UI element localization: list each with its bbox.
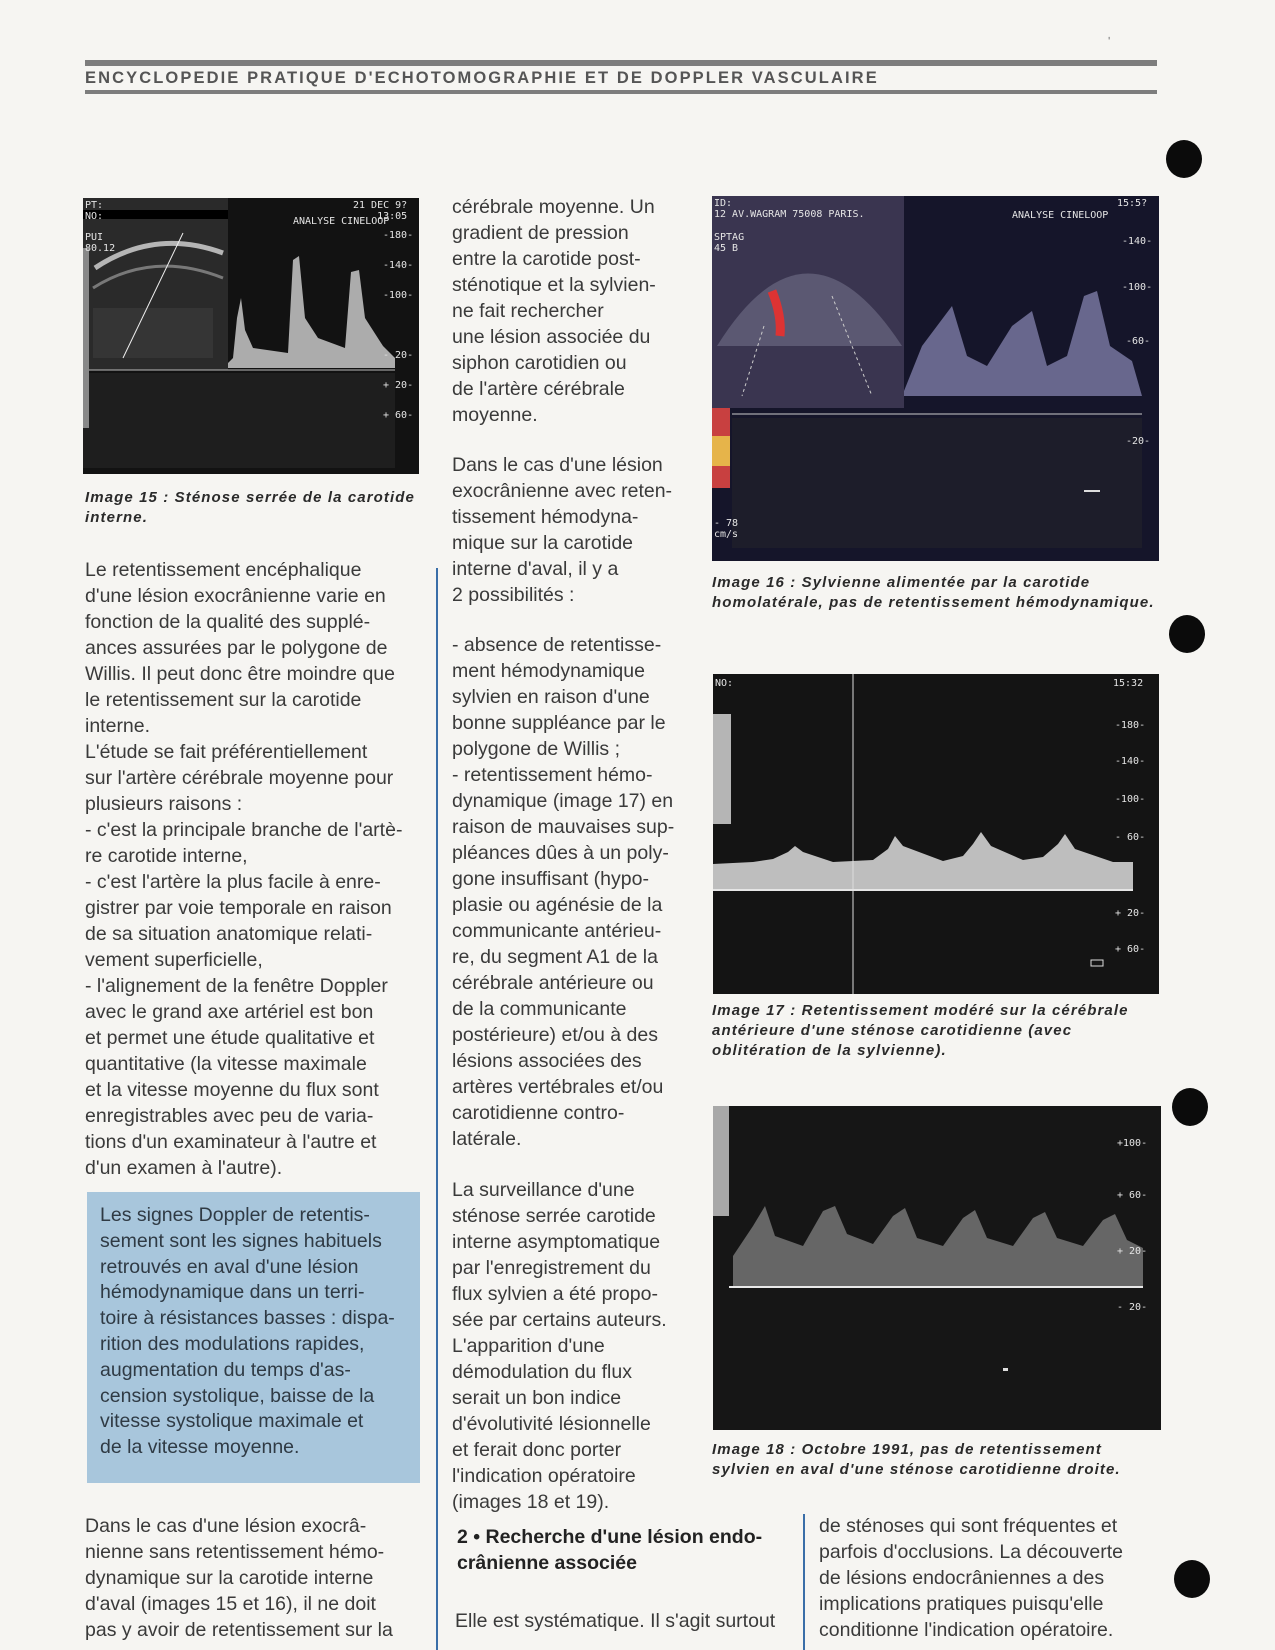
figure-16-address: ID: 12 AV.WAGRAM 75008 PARIS. [714, 198, 865, 220]
text-line: carotidienne contro- [452, 1102, 625, 1124]
text-line: polygone de Willis ; [452, 738, 620, 760]
figure-16-caption: Image 16 : Sylvienne alimentée par la carotide homolatérale, pas de retentissement hémodynamique. [712, 574, 1155, 611]
middle-column-p4 [452, 1177, 690, 1515]
text-line: gone insuffisant (hypo- [452, 868, 649, 890]
text-line: de sa situation anatomique relati- [85, 923, 373, 945]
text-line: cension systolique, baisse de la [100, 1384, 375, 1407]
punch-hole-4 [1174, 1560, 1210, 1598]
figure-17-scale-1: -180- [1115, 720, 1146, 731]
text-line: sement sont les signes habituels [100, 1229, 382, 1252]
figure-16-mode: ANALYSE CINELOOP [1012, 210, 1109, 221]
text-line: de lésions endocrâniennes a des [819, 1567, 1105, 1589]
text-line: - l'alignement de la fenêtre Doppler [85, 975, 388, 997]
corner-mark: ʹ [1108, 34, 1111, 48]
figure-17-scale-4: - 60- [1115, 832, 1146, 843]
text-line: vement superficielle, [85, 949, 263, 971]
text-line: implications pratiques puisqu'elle [819, 1593, 1104, 1615]
figure-15-date: 21 DEC 9? 13:05 [353, 200, 408, 222]
text-line: et permet une étude qualitative et [85, 1027, 375, 1049]
text-line: enregistrables avec peu de varia- [85, 1105, 374, 1127]
figure-15-scale-4: - 20- [383, 350, 414, 361]
punch-hole-3 [1172, 1088, 1208, 1126]
figure-15-patient-label: PT: NO: [85, 200, 104, 222]
text-line: rition des modulations rapides, [100, 1332, 365, 1355]
left-column-text-a [85, 557, 421, 1181]
text-line: Dans le cas d'une lésion [452, 454, 663, 476]
text-line: sur l'artère cérébrale moyenne pour [85, 767, 394, 789]
punch-hole-2 [1169, 615, 1205, 653]
section-heading-line-2: crânienne associée [457, 1552, 637, 1574]
text-line: entre la carotide post- [452, 248, 641, 270]
left-column-text-b [85, 1513, 421, 1643]
punch-hole-1 [1166, 140, 1202, 178]
text-line: - retentissement hémo- [452, 764, 653, 786]
middle-column-p1 [452, 194, 690, 428]
figure-15-caption: Image 15 : Sténose serrée de la carotide interne. [85, 489, 415, 526]
text-line: quantitative (la vitesse maximale [85, 1053, 367, 1075]
paragraph-line: Elle est systématique. Il s'agit surtout [455, 1610, 776, 1632]
text-line: et la vitesse moyenne du flux sont [85, 1079, 379, 1101]
text-line: Dans le cas d'une lésion exocrâ- [85, 1515, 367, 1537]
text-line: cérébrale antérieure ou [452, 972, 654, 994]
text-line: d'un examen à l'autre). [85, 1157, 283, 1179]
text-line: bonne suppléance par le [452, 712, 666, 734]
right-column-text [819, 1513, 1164, 1643]
doppler-signs-callout [87, 1192, 420, 1483]
text-line: plasie ou agénésie de la [452, 894, 663, 916]
figure-18-trace [713, 1106, 1161, 1430]
text-line: flux sylvien a été propo- [452, 1283, 658, 1305]
figure-15-scale-1: -180- [383, 230, 414, 241]
figure-15-power: PUI 80.12 [85, 232, 116, 254]
text-line: hémodynamique dans un terri- [100, 1281, 365, 1304]
figure-18-scale-2: + 60- [1117, 1190, 1148, 1201]
text-line: et ferait donc porter [452, 1439, 622, 1461]
text-line: sténose serrée carotide [452, 1205, 656, 1227]
text-line: communicante antérieu- [452, 920, 662, 942]
figure-15-doppler-image [83, 198, 419, 474]
text-line: cérébrale moyenne. Un [452, 196, 655, 218]
header-title: ENCYCLOPEDIE PRATIQUE D'ECHOTOMOGRAPHIE ET DE DOPPLER VASCULAIRE [85, 68, 879, 87]
text-line: - c'est l'artère la plus facile à enre- [85, 871, 381, 893]
figure-16-side: SPTAG 45 B [714, 232, 745, 254]
figure-18-scale-3: + 20- [1117, 1246, 1148, 1257]
text-line: toire à résistances basses : dispa- [100, 1307, 395, 1330]
figure-16-doppler-image [712, 196, 1159, 561]
column-rule-left [436, 568, 438, 1650]
text-line: gradient de pression [452, 222, 629, 244]
text-line: serait un bon indice [452, 1387, 622, 1409]
text-line: exocrânienne avec reten- [452, 480, 673, 502]
text-line: de la communicante [452, 998, 627, 1020]
text-line: moyenne. [452, 404, 538, 426]
figure-17-time: 15:32 [1113, 678, 1144, 689]
figure-15-trace [83, 198, 419, 474]
text-line: tions d'un examinateur à l'autre et [85, 1131, 377, 1153]
figure-15-scale-2: -140- [383, 260, 414, 271]
text-line: tissement hémodyna- [452, 506, 639, 528]
text-line: nienne sans retentissement hémo- [85, 1541, 385, 1563]
figure-18-scale-1: +100- [1117, 1138, 1148, 1149]
text-line: - absence de retentisse- [452, 634, 662, 656]
text-line: interne d'aval, il y a [452, 558, 619, 580]
middle-column-p2 [452, 452, 690, 608]
text-line: ances assurées par le polygone de [85, 637, 388, 659]
page-header [85, 60, 1157, 94]
figure-16-scale-4: -20- [1126, 436, 1151, 447]
text-line: de l'artère cérébrale [452, 378, 625, 400]
figure-17-scale-3: -100- [1115, 794, 1146, 805]
text-line: re, du segment A1 de la [452, 946, 658, 968]
text-line: artères vertébrales et/ou [452, 1076, 664, 1098]
text-line: dynamique sur la carotide interne [85, 1567, 374, 1589]
text-line: vitesse systolique maximale et [100, 1410, 364, 1433]
figure-18-caption: Image 18 : Octobre 1991, pas de retentissement sylvien en aval d'une sténose carotidienne droite. [712, 1441, 1121, 1478]
text-line: parfois d'occlusions. La découverte [819, 1541, 1123, 1563]
figure-16-time: 15:5? [1117, 198, 1148, 209]
figure-17-patient-label: NO: [715, 678, 734, 689]
text-line: d'évolutivité lésionnelle [452, 1413, 651, 1435]
text-line: pléances dûes à un poly- [452, 842, 669, 864]
text-line: l'indication opératoire [452, 1465, 636, 1487]
figure-17-caption: Image 17 : Retentissement modéré sur la cérébrale antérieure d'une sténose carotidienne (avec oblitération de la sylvienne). [712, 1002, 1129, 1059]
figure-17-scale-5: + 20- [1115, 908, 1146, 919]
figure-17-trace [713, 674, 1159, 994]
text-line: Le retentissement encéphalique [85, 559, 362, 581]
text-line: L'apparition d'une [452, 1335, 605, 1357]
figure-16-scale-2: -100- [1122, 282, 1153, 293]
text-line: sténotique et la sylvien- [452, 274, 656, 296]
text-line: L'étude se fait préférentiellement [85, 741, 368, 763]
text-line: retrouvés en aval d'une lésion [100, 1255, 359, 1278]
text-line: (images 18 et 19). [452, 1491, 610, 1513]
figure-17-scale-2: -140- [1115, 756, 1146, 767]
section-heading-2 [457, 1524, 797, 1576]
text-line: interne asymptomatique [452, 1231, 661, 1253]
figure-15-scale-3: -100- [383, 290, 414, 301]
text-line: raison de mauvaises sup- [452, 816, 675, 838]
text-line: Willis. Il peut donc être moindre que [85, 663, 395, 685]
text-line: ne fait rechercher [452, 300, 604, 322]
figure-16-scale-1: -140- [1122, 236, 1153, 247]
text-line: latérale. [452, 1128, 522, 1150]
middle-column-p3 [452, 632, 690, 1152]
middle-column-p5 [455, 1608, 800, 1634]
text-line: sée par certains auteurs. [452, 1309, 667, 1331]
figure-17-doppler-image [713, 674, 1159, 994]
figure-16-velocity-label: - 78 cm/s [714, 518, 739, 540]
text-line: démodulation du flux [452, 1361, 632, 1383]
text-line: mique sur la carotide [452, 532, 634, 554]
text-line: re carotide interne, [85, 845, 248, 867]
figure-15-mode: ANALYSE CINELOOP [293, 216, 390, 227]
column-rule-right [803, 1514, 805, 1650]
text-line: par l'enregistrement du [452, 1257, 651, 1279]
text-line: une lésion associée du [452, 326, 651, 348]
section-heading-line-1: 2 • Recherche d'une lésion endo- [457, 1526, 763, 1548]
text-line: La surveillance d'une [452, 1179, 635, 1201]
text-line: pas y avoir de retentissement sur la [85, 1619, 393, 1641]
text-line: avec le grand axe artériel est bon [85, 1001, 374, 1023]
text-line: 2 possibilités : [452, 584, 575, 606]
figure-15-scale-5: + 20- [383, 380, 414, 391]
text-line: gistrer par voie temporale en raison [85, 897, 392, 919]
text-line: d'une lésion exocrânienne varie en [85, 585, 386, 607]
text-line: postérieure) et/ou à des [452, 1024, 658, 1046]
text-line: interne. [85, 715, 151, 737]
figure-18-scale-4: - 20- [1117, 1302, 1148, 1313]
text-line: augmentation du temps d'as- [100, 1358, 351, 1381]
text-line: le retentissement sur la carotide [85, 689, 362, 711]
text-line: dynamique (image 17) en [452, 790, 674, 812]
text-line: fonction de la qualité des supplé- [85, 611, 371, 633]
text-line: plusieurs raisons : [85, 793, 243, 815]
figure-18-doppler-image [713, 1106, 1161, 1430]
text-line: de sténoses qui sont fréquentes et [819, 1515, 1118, 1537]
text-line: d'aval (images 15 et 16), il ne doit [85, 1593, 376, 1615]
figure-16-scale-3: -60- [1126, 336, 1151, 347]
figure-15-scale-6: + 60- [383, 410, 414, 421]
text-line: sylvien en raison d'une [452, 686, 650, 708]
figure-16-trace [712, 196, 1159, 561]
text-line: de la vitesse moyenne. [100, 1436, 300, 1459]
text-line: conditionne l'indication opératoire. [819, 1619, 1114, 1641]
text-line: Les signes Doppler de retentis- [100, 1204, 370, 1226]
text-line: ment hémodynamique [452, 660, 645, 682]
text-line: lésions associées des [452, 1050, 642, 1072]
text-line: siphon carotidien ou [452, 352, 627, 374]
figure-17-scale-6: + 60- [1115, 944, 1146, 955]
text-line: - c'est la principale branche de l'artè- [85, 819, 403, 841]
